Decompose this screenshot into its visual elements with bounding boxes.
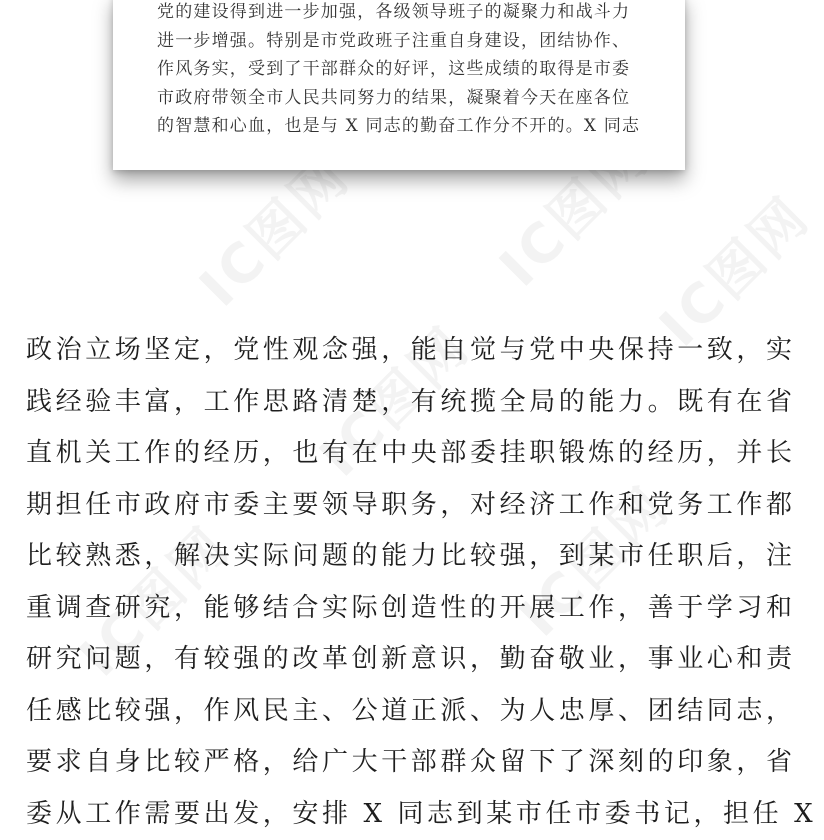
preview-line: 进一步增强。特别是市党政班子注重自身建设，团结协作、 [157,27,640,56]
preview-line: 作风务实，受到了干部群众的好评，这些成绩的取得是市委 [157,55,640,84]
body-line: 要求自身比较严格，给广大干部群众留下了深刻的印象，省 [26,737,786,789]
body-line: 任感比较强，作风民主、公道正派、为人忠厚、团结同志， [26,686,786,738]
body-line: 委从工作需要出发，安排 X 同志到某市任市委书记，担任 X [26,789,786,840]
body-line: 比较熟悉，解决实际问题的能力比较强，到某市任职后，注 [26,531,786,583]
body-line: 直机关工作的经历，也有在中央部委挂职锻炼的经历，并长 [26,428,786,480]
body-line: 政治立场坚定，党性观念强，能自觉与党中央保持一致，实 [26,325,786,377]
preview-line: 市政府带领全市人民共同努力的结果，凝聚着今天在座各位 [157,84,640,113]
body-line: 期担任市政府市委主要领导职务，对经济工作和党务工作都 [26,480,786,532]
preview-line: 党的建设得到进一步加强，各级领导班子的凝聚力和战斗力 [157,0,640,27]
preview-text-block [157,0,640,141]
body-text-block [26,325,786,840]
preview-line: 的智慧和心血，也是与 X 同志的勤奋工作分不开的。X 同志 [157,112,640,141]
watermark: IC图网 [300,306,484,490]
body-line: 研究问题，有较强的改革创新意识，勤奋敬业，事业心和责 [26,634,786,686]
body-line: 践经验丰富，工作思路清楚，有统揽全局的能力。既有在省 [26,377,786,429]
watermark: IC图网 [500,466,684,650]
preview-card [113,0,685,170]
watermark: IC图网 [640,176,824,360]
watermark: IC图网 [480,116,664,300]
watermark: IC图网 [180,136,364,320]
body-line: 重调查研究，能够结合实际创造性的开展工作，善于学习和 [26,583,786,635]
watermark: IC图网 [60,506,244,690]
